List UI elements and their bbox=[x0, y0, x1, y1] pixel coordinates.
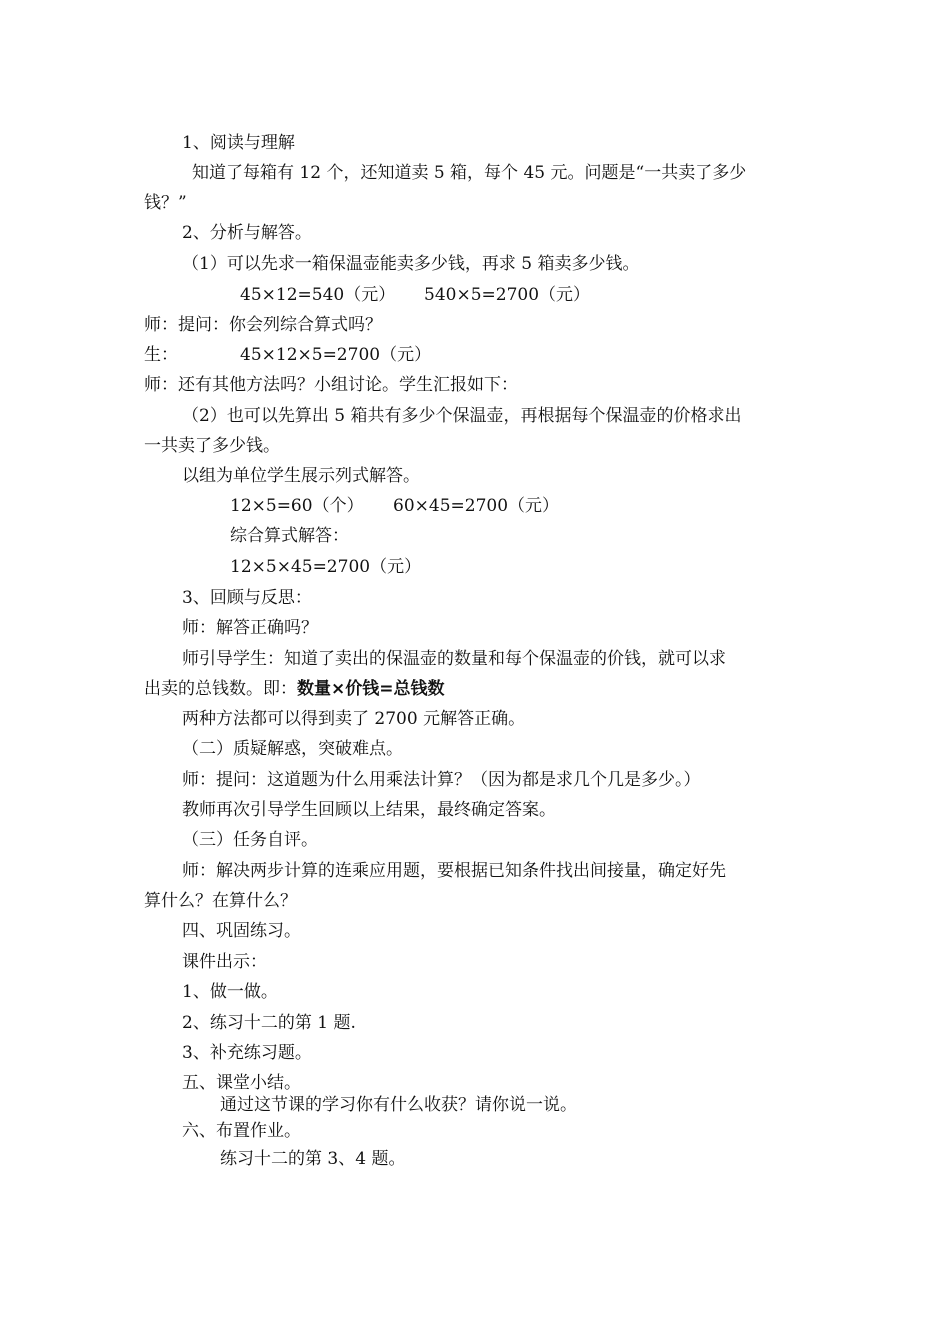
equation-1b: 540×5=2700（元） bbox=[424, 285, 591, 305]
key-formula: 数量×价钱=总钱数 bbox=[297, 679, 445, 699]
teacher-review-results: 教师再次引导学生回顾以上结果，最终确定答案。 bbox=[182, 800, 556, 820]
paragraph-known-conditions-cont: 钱？” bbox=[144, 193, 187, 213]
student-label: 生： bbox=[144, 345, 178, 365]
homework-assignment: 练习十二的第 3、4 题。 bbox=[220, 1149, 406, 1169]
method-two-text-cont: 一共卖了多少钱。 bbox=[144, 436, 280, 456]
combined-solution-equation: 12×5×45=2700（元） bbox=[230, 557, 422, 577]
summary-question: 通过这节课的学习你有什么收获？请你说一说。 bbox=[220, 1095, 577, 1115]
summary-intro: 出卖的总钱数。即： bbox=[144, 679, 297, 699]
section-heading-questions: （二）质疑解惑，突破难点。 bbox=[182, 739, 403, 759]
section-heading-practice: 四、巩固练习。 bbox=[182, 921, 301, 941]
teacher-question-combined: 师：提问：你会列综合算式吗？ bbox=[144, 315, 382, 335]
practice-item-1: 1、做一做。 bbox=[182, 982, 278, 1002]
group-presentation-text: 以组为单位学生展示列式解答。 bbox=[182, 466, 420, 486]
teacher-guide-text-cont bbox=[144, 678, 445, 700]
section-heading-self-eval: （三）任务自评。 bbox=[182, 830, 318, 850]
teacher-why-multiply: 师：提问：这道题为什么用乘法计算？（因为都是求几个几是多少。） bbox=[182, 770, 701, 790]
equation-2a: 12×5=60（个） bbox=[230, 496, 364, 516]
section-heading-analysis: 2、分析与解答。 bbox=[182, 223, 312, 243]
method-two-text: （2）也可以先算出 5 箱共有多少个保温壶，再根据每个保温壶的价格求出 bbox=[182, 406, 742, 426]
courseware-label: 课件出示： bbox=[182, 952, 267, 972]
teacher-two-step-text: 师：解决两步计算的连乘应用题，要根据已知条件找出间接量，确定好先 bbox=[182, 861, 726, 881]
teacher-check-question: 师：解答正确吗？ bbox=[182, 618, 318, 638]
teacher-other-methods: 师：还有其他方法吗？小组讨论。学生汇报如下： bbox=[144, 375, 518, 395]
section-heading-reading: 1、阅读与理解 bbox=[182, 133, 295, 153]
teacher-two-step-text-cont: 算什么？在算什么？ bbox=[144, 891, 297, 911]
equation-2b: 60×45=2700（元） bbox=[393, 496, 560, 516]
student-combined-equation: 45×12×5=2700（元） bbox=[240, 345, 432, 365]
section-heading-homework: 六、布置作业。 bbox=[182, 1121, 301, 1141]
teacher-guide-text: 师引导学生：知道了卖出的保温壶的数量和每个保温壶的价钱，就可以求 bbox=[182, 649, 726, 669]
practice-item-2: 2、练习十二的第 1 题. bbox=[182, 1013, 356, 1033]
section-heading-summary: 五、课堂小结。 bbox=[182, 1073, 301, 1093]
method-one-text: （1）可以先求一箱保温壶能卖多少钱，再求 5 箱卖多少钱。 bbox=[182, 254, 640, 274]
section-heading-review: 3、回顾与反思： bbox=[182, 588, 312, 608]
combined-solution-label: 综合算式解答： bbox=[230, 526, 349, 546]
equation-1a: 45×12=540（元） bbox=[240, 285, 396, 305]
paragraph-known-conditions: 知道了每箱有 12 个，还知道卖 5 箱，每个 45 元。问题是“一共卖了多少 bbox=[192, 163, 747, 183]
practice-item-3: 3、补充练习题。 bbox=[182, 1043, 312, 1063]
both-methods-correct: 两种方法都可以得到卖了 2700 元解答正确。 bbox=[182, 709, 526, 729]
